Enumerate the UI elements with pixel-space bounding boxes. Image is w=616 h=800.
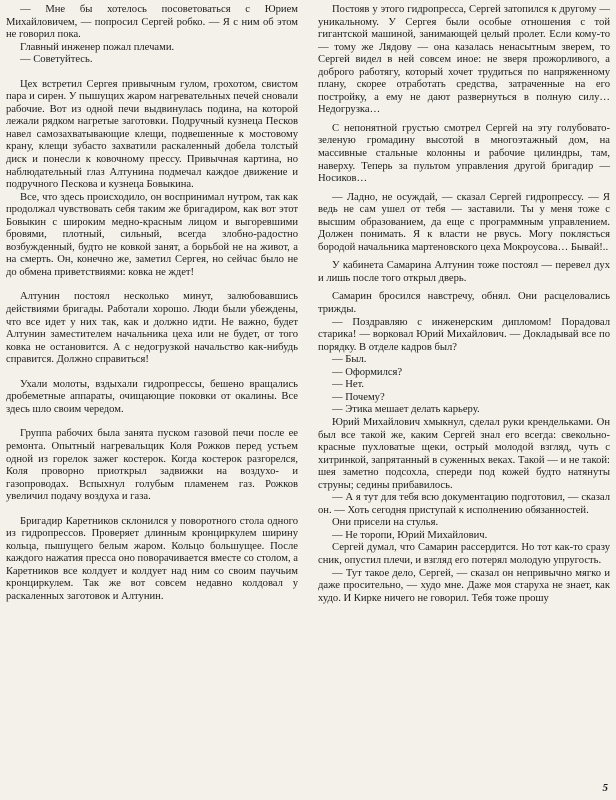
paragraph: — Был. [332, 354, 367, 366]
paragraph: Группа рабочих была занята пуском газовой печи после ее ремонта. Опытный нагревальщик Коля Рожков перед устьем одной из горелок зажег костерок. Когда костерок разгорелся, Коля проворно приоткрыл задвижки на воздухо- и газопроводах. Вспыхнул голубым пламенем газ. Рожков увеличил подачу воздуха и газа. [6, 428, 298, 503]
paragraph: — А я тут для тебя всю документацию подготовил, — сказал он. — Хоть сегодня приступай к исполнению обязанностей. [318, 492, 610, 516]
paragraph: Ухали молоты, вздыхали гидропрессы, бешено вращались дробеметные аппараты, очищающие поковки от окалины. Все здесь шло своим чередом. [6, 378, 298, 415]
paragraph: — Поздравляю с инженерским дипломом! Порадовал старика! — ворковал Юрий Михайлович. — Докладывай все по порядку. В отделе кадров был? [318, 316, 610, 353]
paragraph: Алтунин постоял несколько минут, залюбовавшись действиями бригады. Работали хорошо. Люди были убеждены, что все идет у них так, как и должно идти. Не важно, будет Алтунин заместителем начальника цеха или не будет, от того ковка не остановится. А с недогрузкой начальство как-нибудь справится. Должно справиться! [6, 291, 298, 366]
paragraph: Постояв у этого гидропресса, Сергей затопился к другому — уникальному. У Сергея были особые отношения с той гигантской машиной, занимающей целый пролет. Если кому-то — тому же Лядову — она казалась ненасытным зверем, то Сергей видел в ней совсем иное: не зверя прожорливого, а доброго работягу, который хочет трудиться по напряженному плану, скорее отработать средства, затраченные на его постройку, а ему не дают развернуться в полную силу… Недогрузка… [318, 4, 610, 116]
paragraph: Все, что здесь происходило, он воспринимал нутром, так как продолжал чувствовать себя таким же бригадиром, как вот этот Бовыкин с широким медно-красным лицом и выгоревшими бровями, плотный, сильный, всегда злобно-радостно возбужденный, будто не ковкой занят, а борьбой не на живот, а на смерть. Он, конечно же, заметил Сергея, но сейчас было не до обмена приветствиями: ковка не ждет! [6, 191, 298, 278]
paragraph: Сергей думал, что Самарин рассердится. Но тот как-то сразу сник, опустил плечи, и взгляд его потерял молодую упругость. [318, 542, 610, 566]
paragraph: — Советуйтесь. [20, 54, 93, 66]
paragraph: — Нет. [332, 379, 365, 391]
page-number: 5 [602, 782, 608, 794]
paragraph: — Тут такое дело, Сергей, — сказал он непривычно мягко и даже просительно, — худо мне. Даже моя старуха не знает, как худо. И Кирке ничего не говорил. Тебя тоже прошу [318, 567, 610, 604]
paragraph: — Оформился? [332, 366, 403, 378]
paragraph: — Не торопи, Юрий Михайлович. [332, 529, 488, 541]
paragraph: Они присели на стулья. [332, 517, 439, 529]
right-column [318, 4, 610, 605]
paragraph: — Этика мешает делать карьеру. [332, 404, 480, 416]
paragraph: Цех встретил Сергея привычным гулом, грохотом, свистом пара и сирен. У пышущих жаром нагревательных печей сновали рабочие. Вот из одной печи выдвинулась подина, на которой лежали рядком нагретые заготовки. Подручный кузнеца Песков навел самозахватывающие клещи, подвешенные к мостовому крану, клещи зубасто захватили раскаленный добела толстый диск и понесли к ковочному прессу. Привычная картина, но наблюдательный глаз Алтунина подмечал каждое движение и подручного Пескова и кузнеца Бовыкина. [6, 78, 298, 191]
paragraph: Бригадир Каретников склонился у поворотного стола одного из гидропрессов. Проверяет длинным кронциркулем ширину кольца, пышущего белым жаром. Кольцо большущее. После каждого нажатия пресса оно поворачивается вместе со столом, а Каретников все колдует и колдует над ним со своим паучьим кронциркулем. Так же вот совсем недавно колдовал у раскаленных заготовок и Алтунин. [6, 515, 298, 602]
paragraph: С непонятной грустью смотрел Сергей на эту голубовато-зеленую громадину высотой в многоэтажный дом, на массивные стальные колонны и рабочие цилиндры, там, наверху. Теперь за пультом управления другой бригадир — Носиков… [318, 122, 610, 185]
left-column [6, 4, 298, 604]
paragraph: — Мне бы хотелось посоветоваться с Юрием Михайловичем, — попросил Сергей робко. — Я с ним об этом не говорил пока. [6, 4, 298, 41]
paragraph: — Ладно, не осуждай, — сказал Сергей гидропрессу. — Я ведь не сам ушел от тебя — заставили. Ты у меня тоже с высшим образованием, да еще с программным управлением. Должен понимать. Я к власти не рвусь. Могу поклясться бородой начальника мартеновского цеха Мокроусова… Бывай!.. [318, 191, 610, 253]
paragraph: Самарин бросился навстречу, обнял. Они расцеловались трижды. [318, 291, 610, 316]
paragraph: Главный инженер пожал плечами. [20, 41, 175, 53]
paragraph: Юрий Михайлович хмыкнул, сделал руки крендельками. Он был все такой же, каким Сергей знал его всегда: свекольно-красные пухловатые щеки, острый молодой взгляд, чуть с хитринкой, запрятанный в суженных веках. Такой — и не такой: шея заметно подсохла, спереди под кожей будто натянуты струны; седины прибавилось. [318, 416, 610, 491]
paragraph: У кабинета Самарина Алтунин тоже постоял — перевел дух и лишь после того открыл дверь. [318, 260, 610, 284]
paragraph: — Почему? [332, 391, 385, 403]
